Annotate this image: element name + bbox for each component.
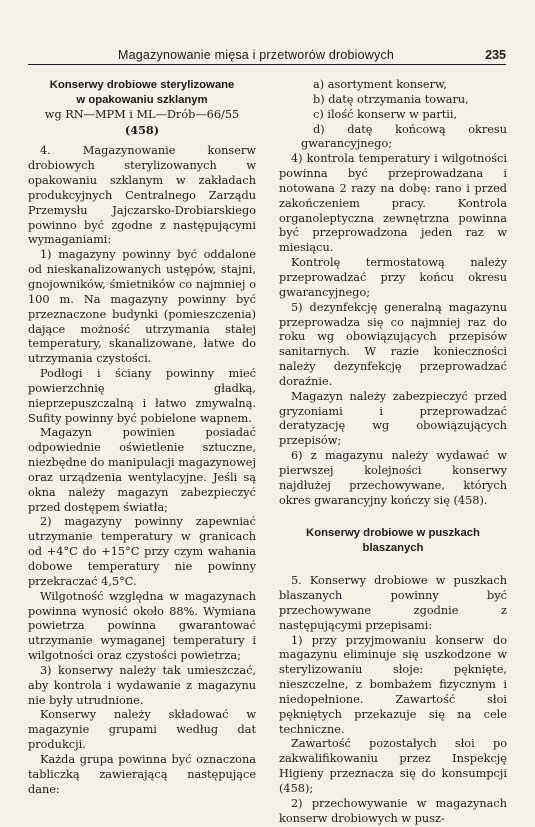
- page-number: 235: [485, 48, 506, 62]
- paragraph: 5. Konserwy drobiowe w puszkach blaszanych powinny być przechowywane zgodnie z następującymi przepisami:: [279, 574, 507, 632]
- section-heading-line2: w opakowaniu szklanym: [76, 93, 208, 106]
- standard-code: wg RN—MPM i ML—Drób—66/55: [44, 107, 240, 121]
- paragraph: Kontrolę termostatową należy przeprowadzać przy końcu okresu gwarancyjnego;: [279, 256, 507, 299]
- list-marker: b): [313, 92, 325, 106]
- list-text: asortyment konserw,: [327, 78, 447, 91]
- paragraph: 1) magazyny powinny być oddalone od nieskanalizowanych ustępów, stajni, gnojowników, śmietników co najmniej o 100 m. Na magazyny powinny być przeznaczone budynki (pomieszczenia) dające możność utrzymania stałej temperatury, skanalizowane, łatwe do utrzymania czystości.: [28, 248, 256, 366]
- list-item: [279, 108, 507, 123]
- list-text: ilość konserw w partii,: [327, 107, 458, 121]
- paragraph: 5) dezynfekcję generalną magazynu przeprowadza się co najmniej raz do roku wg obowiązujących przepisów sanitarnych. W razie konieczności należy dezynfekcję przeprowadzać doraźnie.: [279, 300, 507, 388]
- paragraph: 4. Magazynowanie konserw drobiowych sterylizowanych w opakowaniu szklanym w zakładach produkcyjnych Centralnego Zarządu Przemysłu Jajczarsko-Drobiarskiego powinno być zgodne z następującymi wymaganiami:: [28, 144, 256, 247]
- list-marker: a): [313, 78, 325, 91]
- list-text: datę końcową okresu gwarancyjnego;: [301, 122, 507, 151]
- paragraph: 1) przy przyjmowaniu konserw do magazynu eliminuje się uszkodzone w sterylizowaniu słoje: pęknięte, nieszczelne, z bombażem fizycznym i niedopełnione. Zawartość słoi pękniętych przekazuje się na cele techniczne.: [279, 633, 507, 736]
- list-marker: d): [313, 122, 325, 136]
- section-heading-line1: Konserwy drobiowe w puszkach: [306, 527, 480, 540]
- left-column: [28, 78, 256, 798]
- paragraph: Wilgotność względna w magazynach powinna wynosić około 88%. Wymiana powietrza powinna gwarantować utrzymanie wymaganej temperatury i wilgotności oraz czystości powietrza;: [28, 589, 256, 663]
- paragraph: Podłogi i ściany powinny mieć powierzchnię gładką, nieprzepuszczalną i łatwo zmywalną. Sufity powinny być pobielone wapnem.: [28, 367, 256, 425]
- list-item: [279, 123, 507, 153]
- paragraph: Zawartość pozostałych słoi po zakwalifikowaniu przez Inspekcję Higieny przeznacza się do konsumpcji (458);: [279, 737, 507, 795]
- standard-reference: [28, 108, 256, 139]
- paragraph: 4) kontrola temperatury i wilgotności powinna być przeprowadzana i notowana 2 razy na dobę: rano i przed zakończeniem pracy. Kontrola organoleptyczna zewnętrzna powinna być przeprowadzona jeden raz w miesiącu.: [279, 152, 507, 255]
- paragraph: Konserwy należy składować w magazynie grupami według dat produkcji.: [28, 708, 256, 752]
- paragraph: Każda grupa powinna być oznaczona tabliczką zawierającą następujące dane:: [28, 752, 256, 796]
- paragraph: Magazyn powinien posiadać odpowiednie oświetlenie sztuczne, niezbędne do manipulacji magazynowej oraz urządzenia wentylacyjne. Jeśli są okna należy magazyn zabezpieczyć przed dostępem światła;: [28, 426, 256, 514]
- list-item: [279, 78, 507, 93]
- section-heading-line2: blaszanych: [362, 542, 424, 555]
- list-marker: c): [313, 107, 324, 121]
- list-item: [279, 93, 507, 108]
- running-header: [28, 48, 506, 65]
- standard-number: (458): [124, 122, 160, 137]
- section-heading-line1: Konserwy drobiowe sterylizowane: [49, 79, 235, 91]
- header-title: Magazynowanie mięsa i przetworów drobiowych: [118, 48, 395, 62]
- list-text: datę otrzymania towaru,: [328, 92, 469, 106]
- paragraph: Magazyn należy zabezpieczyć przed gryzoniami i przeprowadzać deratyzację wg obowiązujących przepisów;: [279, 389, 507, 448]
- paragraph: 2) magazyny powinny zapewniać utrzymanie temperatury w granicach od +4°C do +15°C przy czym wahania dobowe temperatury nie powinny przekraczać 4,5°C.: [28, 515, 256, 588]
- paragraph: 2) przechowywanie w magazynach konserw drobiowych w pusz-: [279, 796, 507, 825]
- paragraph: 6) z magazynu należy wydawać w pierwszej kolejności konserwy najdłużej przechowywane, których okres gwarancyjny kończy się (458).: [279, 449, 507, 507]
- right-column: [279, 78, 507, 827]
- paragraph: 3) konserwy należy tak umieszczać, aby kontrola i wydawanie z magazynu nie były utrudnione.: [28, 663, 256, 707]
